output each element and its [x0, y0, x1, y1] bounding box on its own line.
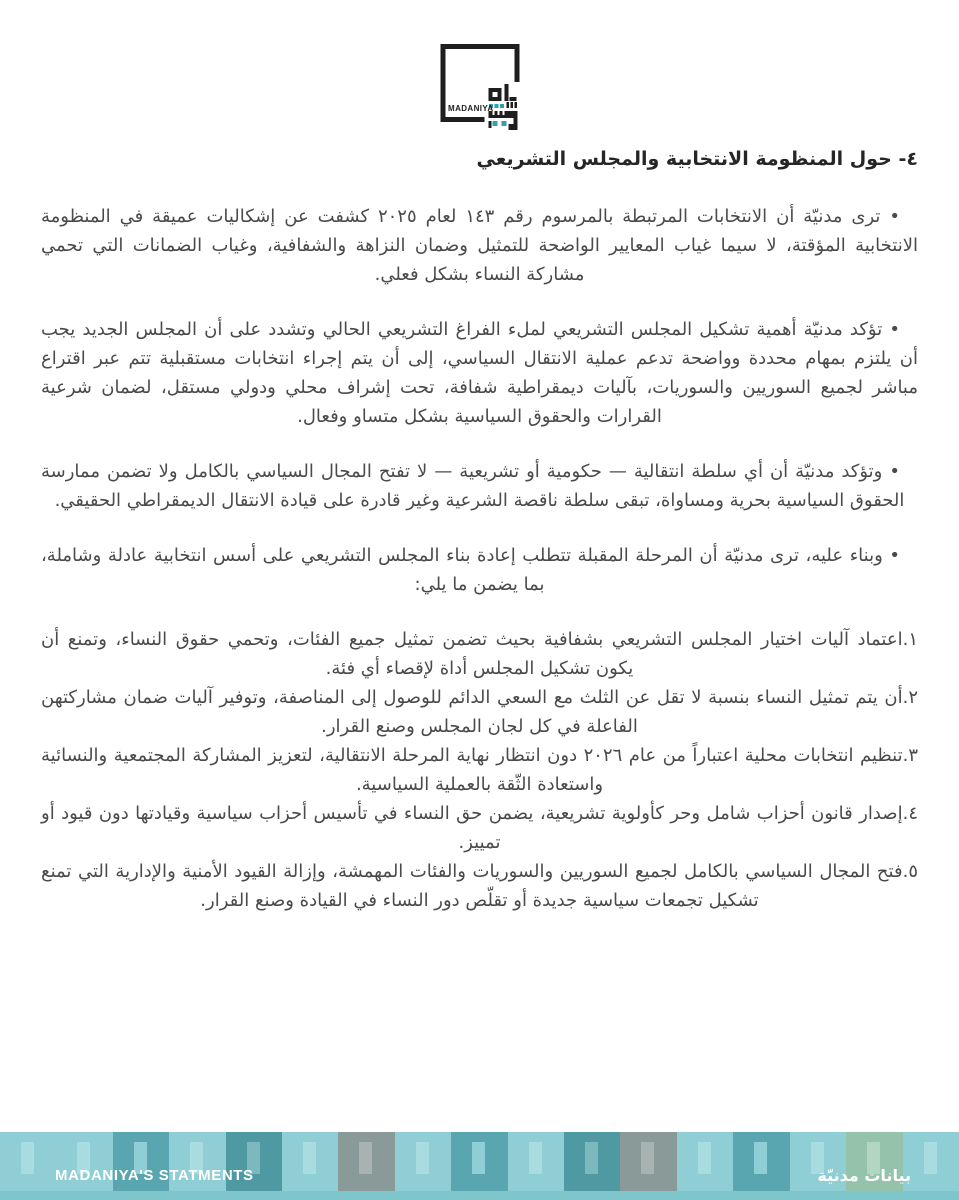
bullet-paragraph: [41, 541, 918, 599]
item-number: ٤.: [902, 803, 918, 824]
footer-pattern-cell: [677, 1132, 733, 1191]
footer-pattern-cell: [282, 1132, 338, 1191]
item-text: أن يتم تمثيل النساء بنسبة لا تقل عن الثلث مع السعي الدائم للوصول إلى المناصفة، وتوفير آليات ضمان مشاركتهن الفاعلة في كل لجان المجلس وصنع القرار.: [41, 687, 903, 737]
item-text: إصدار قانون أحزاب شامل وحر كأولوية تشريعية، يضمن حق النساء في تأسيس أحزاب سياسية وقيادتها دون قيود أو تمييز.: [41, 803, 903, 853]
list-item: [41, 625, 918, 683]
item-text: تنظيم انتخابات محلية اعتباراً من عام ٢٠٢٦ دون انتظار نهاية المرحلة الانتقالية، لتعزيز المشاركة المجتمعية والنسائية واستعادة الثّقة بالعملية السياسية.: [41, 745, 903, 795]
footer-pattern-cell: [620, 1132, 676, 1191]
numbered-list: [41, 625, 918, 915]
footer-pattern-cell: [733, 1132, 789, 1191]
bullet-text: ترى مدنيّة أن الانتخابات المرتبطة بالمرسوم رقم ١٤٣ لعام ٢٠٢٥ كشفت عن إشكاليات عميقة في المنظومة الانتخابية المؤقتة، لا سيما غياب المعايير الواضحة للتمثيل وضمان النزاهة والشفافية، وغياب الضمانات التي تحمي مشاركة النساء بشكل فعلي.: [41, 206, 918, 285]
madaniya-logo: [440, 44, 519, 122]
footer-pattern-cell: [0, 1132, 56, 1191]
section-heading: ٤- حول المنظومة الانتخابية والمجلس التشريعي: [476, 148, 918, 170]
bullet-marker: •: [889, 545, 900, 566]
bullet-marker: •: [889, 319, 900, 340]
footer-pattern-cell: [508, 1132, 564, 1191]
item-text: فتح المجال السياسي بالكامل لجميع السوريين والسوريات والفئات المهمشة، وإزالة القيود الأمنية والإدارية التي تمنع تشكيل تجمعات سياسية جديدة أو تقلّص دور النساء في القيادة وصنع القرار.: [41, 861, 903, 911]
item-text: اعتماد آليات اختيار المجلس التشريعي بشفافية بحيث تضمن تمثيل جميع الفئات، وتحمي حقوق النساء، وتمنع أن يكون تشكيل المجلس أداة لإقصاء أي فئة.: [41, 629, 903, 679]
footer-pattern-cell: [395, 1132, 451, 1191]
footer: [0, 1132, 959, 1200]
bullet-paragraph: [41, 202, 918, 289]
bullet-marker: •: [889, 206, 900, 227]
item-number: ٥.: [902, 861, 918, 882]
footer-left-text: MADANIYA'S STATMENTS: [55, 1167, 254, 1184]
bullet-text: تؤكد مدنيّة أهمية تشكيل المجلس التشريعي لملء الفراغ التشريعي الحالي وتشدد على أن المجلس الجديد يجب أن يلتزم بمهام محددة وواضحة تدعم عملية الانتقال السياسي، إلى أن يتم إجراء انتخابات مستقبلية تتم عبر اقتراع مباشر لجميع السوريين والسوريات، بآليات ديمقراطية شفافة، تحت إشراف محلي ودولي مستقل، لضمان شرعية القرارات والحقوق السياسية بشكل متساو وفعال.: [41, 319, 918, 427]
bullet-paragraph: [41, 457, 918, 515]
footer-pattern-cell: [451, 1132, 507, 1191]
list-item: [41, 683, 918, 741]
list-item: [41, 857, 918, 915]
bullet-marker: •: [889, 461, 900, 482]
list-item: [41, 799, 918, 857]
footer-strip: [0, 1191, 959, 1200]
bullet-text: وبناء عليه، ترى مدنيّة أن المرحلة المقبلة تتطلب إعادة بناء المجلس التشريعي على أسس انتخابية عادلة وشاملة، بما يضمن ما يلي:: [41, 545, 883, 595]
item-number: ٣.: [902, 745, 918, 766]
bullet-text: وتؤكد مدنيّة أن أي سلطة انتقالية — حكومية أو تشريعية — لا تفتح المجال السياسي بالكامل ولا تضمن ممارسة الحقوق السياسية بحرية ومساواة، تبقى سلطة ناقصة الشرعية وغير قادرة على قيادة الانتقال الديمقراطي الحقيقي.: [41, 461, 905, 511]
footer-pattern-cell: [338, 1132, 394, 1191]
footer-right-text: بيانات مدنيّة: [817, 1166, 911, 1185]
logo-brand-text: MADANIYA: [448, 104, 494, 113]
list-item: [41, 741, 918, 799]
bullet-paragraph: [41, 315, 918, 431]
statement-body: [41, 148, 918, 915]
item-number: ٢.: [902, 687, 918, 708]
item-number: ١.: [902, 629, 918, 650]
footer-pattern-cell: [564, 1132, 620, 1191]
